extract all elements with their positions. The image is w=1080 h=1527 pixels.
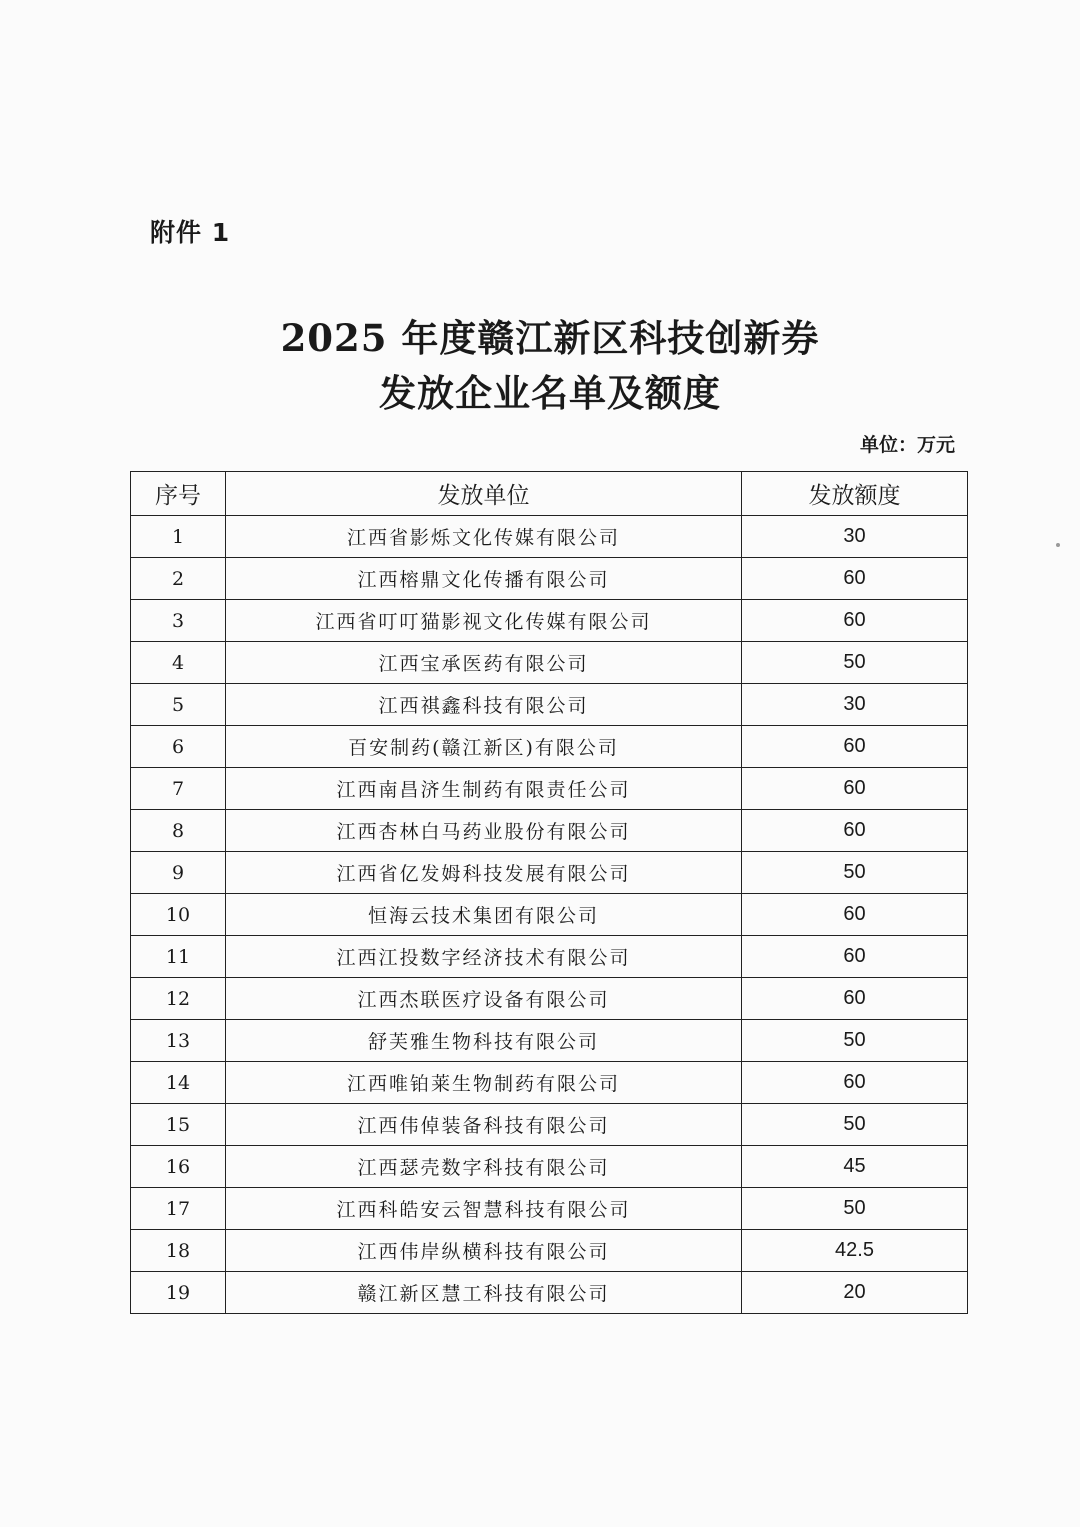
serial-number-cell: 17 [131, 1188, 226, 1230]
serial-number-cell: 5 [131, 684, 226, 726]
company-name-cell: 江西科皓安云智慧科技有限公司 [226, 1188, 742, 1230]
table-row [131, 1020, 968, 1062]
table-row [131, 768, 968, 810]
amount-cell: 60 [742, 978, 968, 1020]
amount-cell: 60 [742, 1062, 968, 1104]
serial-number-cell: 18 [131, 1230, 226, 1272]
table-row [131, 726, 968, 768]
table-body [131, 516, 968, 1314]
company-name-cell: 恒海云技术集团有限公司 [226, 894, 742, 936]
serial-number-cell: 3 [131, 600, 226, 642]
amount-cell: 60 [742, 558, 968, 600]
serial-number-cell: 9 [131, 852, 226, 894]
table-row [131, 1104, 968, 1146]
amount-cell: 60 [742, 768, 968, 810]
amount-cell: 60 [742, 810, 968, 852]
amount-cell: 50 [742, 1104, 968, 1146]
table-row [131, 516, 968, 558]
amount-cell: 60 [742, 894, 968, 936]
document-title-line-2: 发放企业名单及额度 [379, 371, 721, 415]
serial-number-cell: 19 [131, 1272, 226, 1314]
serial-number-cell: 2 [131, 558, 226, 600]
attachment-label: 附件 1 [150, 218, 231, 247]
header-issuing-unit: 发放单位 [226, 472, 742, 516]
company-name-cell: 江西南昌济生制药有限责任公司 [226, 768, 742, 810]
serial-number-cell: 10 [131, 894, 226, 936]
header-amount: 发放额度 [742, 472, 968, 516]
company-name-cell: 百安制药(赣江新区)有限公司 [226, 726, 742, 768]
serial-number-cell: 7 [131, 768, 226, 810]
table-row [131, 642, 968, 684]
table-row [131, 1188, 968, 1230]
company-name-cell: 江西杰联医疗设备有限公司 [226, 978, 742, 1020]
serial-number-cell: 15 [131, 1104, 226, 1146]
company-name-cell: 江西榕鼎文化传播有限公司 [226, 558, 742, 600]
table-header-row [131, 472, 968, 516]
company-name-cell: 江西省亿发姆科技发展有限公司 [226, 852, 742, 894]
header-serial-number: 序号 [131, 472, 226, 516]
table-row [131, 558, 968, 600]
company-name-cell: 江西瑟壳数字科技有限公司 [226, 1146, 742, 1188]
amount-cell: 60 [742, 600, 968, 642]
amount-cell: 50 [742, 1188, 968, 1230]
amount-cell: 45 [742, 1146, 968, 1188]
table-row [131, 894, 968, 936]
amount-cell: 30 [742, 684, 968, 726]
table-row [131, 852, 968, 894]
company-name-cell: 江西唯铂莱生物制药有限公司 [226, 1062, 742, 1104]
table-row [131, 810, 968, 852]
amount-cell: 50 [742, 1020, 968, 1062]
enterprise-list-table [130, 471, 968, 1314]
table-row [131, 1146, 968, 1188]
company-name-cell: 赣江新区慧工科技有限公司 [226, 1272, 742, 1314]
company-name-cell: 江西祺鑫科技有限公司 [226, 684, 742, 726]
serial-number-cell: 11 [131, 936, 226, 978]
table-row [131, 936, 968, 978]
company-name-cell: 江西省叮叮猫影视文化传媒有限公司 [226, 600, 742, 642]
serial-number-cell: 8 [131, 810, 226, 852]
scan-speck [1056, 543, 1060, 547]
table-row [131, 684, 968, 726]
serial-number-cell: 12 [131, 978, 226, 1020]
table-row [131, 1062, 968, 1104]
serial-number-cell: 6 [131, 726, 226, 768]
company-name-cell: 江西伟岸纵横科技有限公司 [226, 1230, 742, 1272]
serial-number-cell: 4 [131, 642, 226, 684]
amount-cell: 50 [742, 642, 968, 684]
serial-number-cell: 1 [131, 516, 226, 558]
company-name-cell: 江西省影烁文化传媒有限公司 [226, 516, 742, 558]
company-name-cell: 江西宝承医药有限公司 [226, 642, 742, 684]
company-name-cell: 舒芙雅生物科技有限公司 [226, 1020, 742, 1062]
table-row [131, 1272, 968, 1314]
table-row [131, 600, 968, 642]
amount-cell: 42.5 [742, 1230, 968, 1272]
table-row [131, 978, 968, 1020]
unit-label: 单位：万元 [859, 434, 955, 456]
company-name-cell: 江西江投数字经济技术有限公司 [226, 936, 742, 978]
company-name-cell: 江西伟倬装备科技有限公司 [226, 1104, 742, 1146]
serial-number-cell: 16 [131, 1146, 226, 1188]
amount-cell: 20 [742, 1272, 968, 1314]
table-row [131, 1230, 968, 1272]
serial-number-cell: 13 [131, 1020, 226, 1062]
amount-cell: 50 [742, 852, 968, 894]
amount-cell: 60 [742, 936, 968, 978]
company-name-cell: 江西杏林白马药业股份有限公司 [226, 810, 742, 852]
document-title-line-1: 2025 年度赣江新区科技创新券 [280, 316, 820, 360]
amount-cell: 60 [742, 726, 968, 768]
amount-cell: 30 [742, 516, 968, 558]
serial-number-cell: 14 [131, 1062, 226, 1104]
